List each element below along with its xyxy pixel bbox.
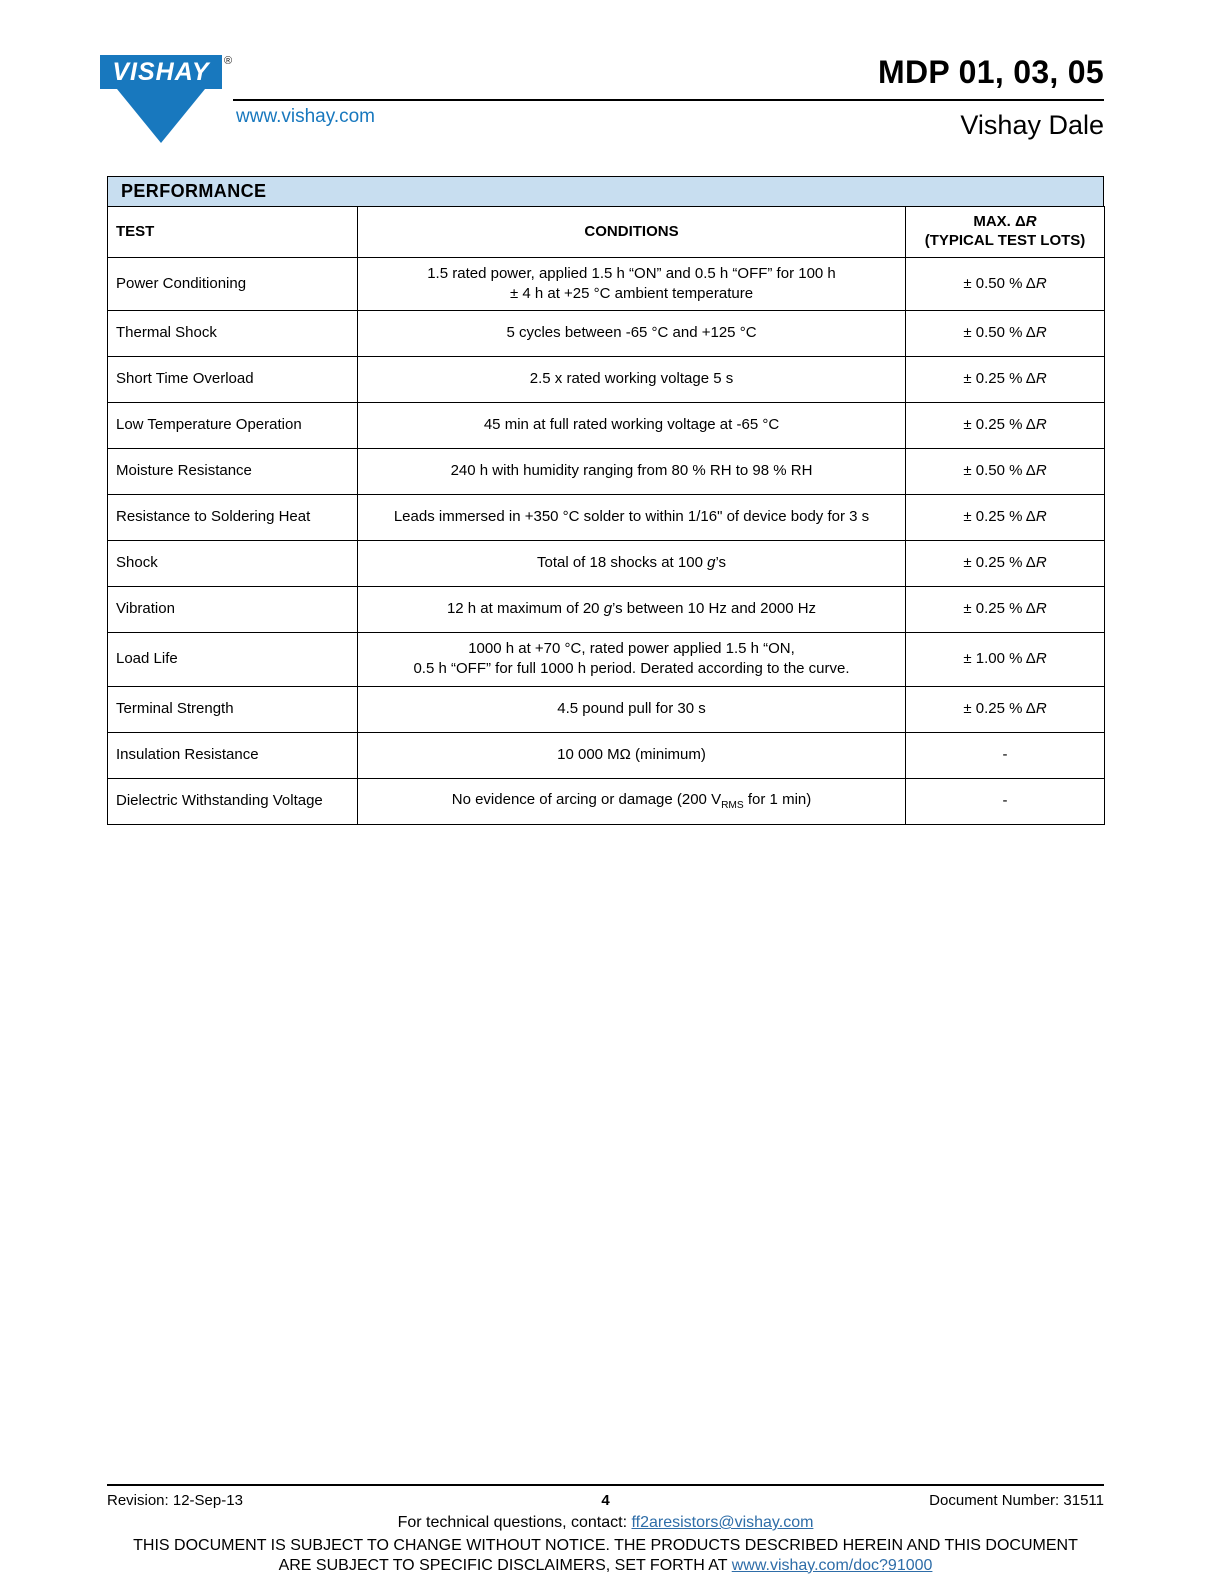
table-row xyxy=(108,587,1105,633)
test-conditions: 5 cycles between -65 °C and +125 °C xyxy=(358,311,906,357)
table-row xyxy=(108,495,1105,541)
table-row xyxy=(108,311,1105,357)
test-conditions: No evidence of arcing or damage (200 $V_{RMS}$ for 1 min) xyxy=(358,778,906,824)
vishay-triangle-icon xyxy=(117,89,205,143)
test-conditions: 12 h at maximum of 20 g’s between 10 Hz and 2000 Hz xyxy=(358,587,906,633)
test-max-delta-r: ± 0.25 % ΔR xyxy=(906,541,1105,587)
performance-table xyxy=(107,206,1105,825)
test-name: Thermal Shock xyxy=(108,311,358,357)
table-row xyxy=(108,357,1105,403)
test-name: Dielectric Withstanding Voltage xyxy=(108,778,358,824)
footer-divider xyxy=(107,1484,1104,1486)
col-header-test: TEST xyxy=(108,207,358,258)
footer-contact-text: For technical questions, contact: xyxy=(397,1514,632,1531)
test-max-delta-r: ± 0.25 % ΔR xyxy=(906,495,1105,541)
table-row xyxy=(108,541,1105,587)
test-name: Power Conditioning xyxy=(108,257,358,311)
table-row xyxy=(108,449,1105,495)
table-row xyxy=(108,403,1105,449)
test-max-delta-r: ± 0.50 % ΔR xyxy=(906,257,1105,311)
test-max-delta-r: ± 0.50 % ΔR xyxy=(906,449,1105,495)
test-max-delta-r: - xyxy=(906,732,1105,778)
footer-revision: Revision: 12-Sep-13 xyxy=(107,1492,243,1509)
test-name: Vibration xyxy=(108,587,358,633)
footer-document-number: Document Number: 31511 xyxy=(929,1492,1104,1509)
vishay-wordmark: VISHAY xyxy=(112,58,210,86)
table-header-row xyxy=(108,207,1105,258)
vishay-logo xyxy=(100,55,232,143)
test-conditions: 10 000 MΩ (minimum) xyxy=(358,732,906,778)
test-conditions: 1000 h at +70 °C, rated power applied 1.5 h “ON, 0.5 h “OFF” for full 1000 h period. Derated according to the curve. xyxy=(358,633,906,687)
col-header-max xyxy=(906,207,1105,258)
doc-title: MDP 01, 03, 05 xyxy=(878,54,1104,90)
test-max-delta-r: ± 0.25 % ΔR xyxy=(906,587,1105,633)
header-divider xyxy=(233,99,1104,101)
performance-section xyxy=(107,176,1104,825)
table-row xyxy=(108,633,1105,687)
test-max-delta-r: ± 0.50 % ΔR xyxy=(906,311,1105,357)
section-title: PERFORMANCE xyxy=(107,176,1104,206)
test-conditions: 4.5 pound pull for 30 s xyxy=(358,686,906,732)
footer-contact-line xyxy=(107,1514,1104,1532)
test-name: Insulation Resistance xyxy=(108,732,358,778)
table-row xyxy=(108,257,1105,311)
test-name: Low Temperature Operation xyxy=(108,403,358,449)
test-name: Resistance to Soldering Heat xyxy=(108,495,358,541)
test-name: Short Time Overload xyxy=(108,357,358,403)
test-conditions: Total of 18 shocks at 100 g’s xyxy=(358,541,906,587)
division-name: Vishay Dale xyxy=(960,110,1104,140)
test-name: Moisture Resistance xyxy=(108,449,358,495)
col-header-max-line2: (TYPICAL TEST LOTS) xyxy=(924,231,1086,249)
vishay-wordmark-band xyxy=(100,55,222,89)
performance-table-body xyxy=(108,257,1105,824)
col-header-max-line1: MAX. ΔR xyxy=(973,213,1037,230)
test-max-delta-r: ± 0.25 % ΔR xyxy=(906,403,1105,449)
disclaimer-doc-link[interactable]: www.vishay.com/doc?91000 xyxy=(731,1556,933,1574)
disclaimer-line2-text: ARE SUBJECT TO SPECIFIC DISCLAIMERS, SET FORTH AT xyxy=(278,1556,732,1574)
contact-email-link[interactable]: ff2aresistors@vishay.com xyxy=(631,1514,814,1531)
table-row xyxy=(108,778,1105,824)
test-conditions: Leads immersed in +350 °C solder to within 1/16" of device body for 3 s xyxy=(358,495,906,541)
test-name: Terminal Strength xyxy=(108,686,358,732)
test-max-delta-r: ± 1.00 % ΔR xyxy=(906,633,1105,687)
table-row xyxy=(108,686,1105,732)
col-header-conditions: CONDITIONS xyxy=(358,207,906,258)
vishay-website-link[interactable]: www.vishay.com xyxy=(236,106,376,127)
test-max-delta-r: ± 0.25 % ΔR xyxy=(906,357,1105,403)
footer-disclaimer xyxy=(107,1536,1104,1575)
registered-trademark-mark: ® xyxy=(224,55,233,67)
test-name: Shock xyxy=(108,541,358,587)
test-max-delta-r: - xyxy=(906,778,1105,824)
test-conditions: 45 min at full rated working voltage at -65 °C xyxy=(358,403,906,449)
test-max-delta-r: ± 0.25 % ΔR xyxy=(906,686,1105,732)
disclaimer-line1: THIS DOCUMENT IS SUBJECT TO CHANGE WITHOUT NOTICE. THE PRODUCTS DESCRIBED HEREIN AND THIS DOCUMENT xyxy=(133,1537,1078,1554)
table-row xyxy=(108,732,1105,778)
disclaimer-line2 xyxy=(107,1556,1104,1576)
test-conditions: 240 h with humidity ranging from 80 % RH to 98 % RH xyxy=(358,449,906,495)
test-conditions: 1.5 rated power, applied 1.5 h “ON” and 0.5 h “OFF” for 100 h ± 4 h at +25 °C ambient temperature xyxy=(358,257,906,311)
test-name: Load Life xyxy=(108,633,358,687)
test-conditions: 2.5 x rated working voltage 5 s xyxy=(358,357,906,403)
page-number: 4 xyxy=(601,1492,610,1509)
